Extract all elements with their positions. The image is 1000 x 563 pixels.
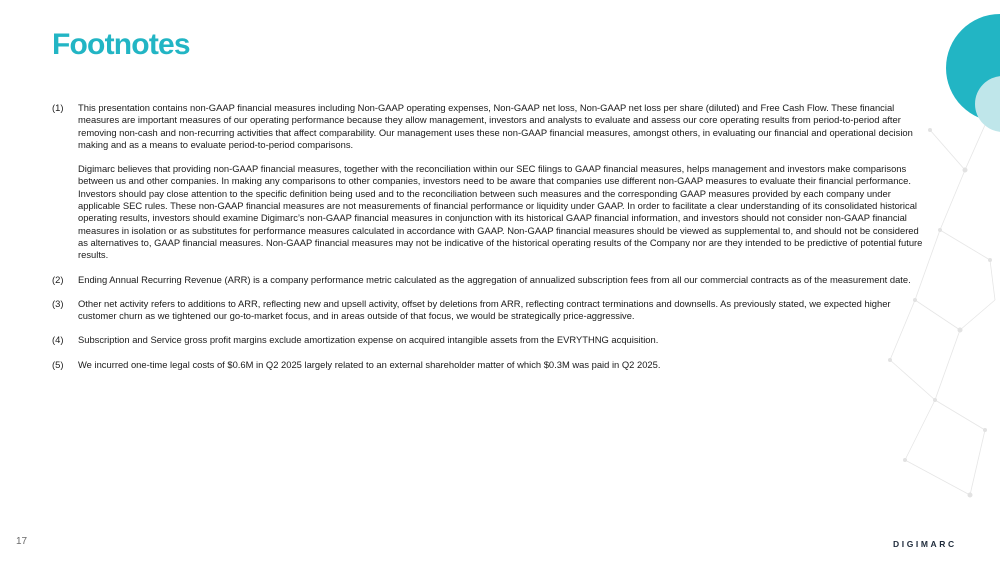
footnote-1 [52, 102, 928, 262]
footnote-marker: (3) [52, 297, 64, 309]
footnote-marker: (5) [52, 358, 64, 370]
digimarc-logo: DIGIMARC [893, 539, 957, 549]
footnote-marker: (1) [52, 102, 64, 113]
footnote-body [78, 298, 928, 323]
footnotes-list [52, 102, 928, 383]
footnote-paragraph: We incurred one-time legal costs of $0.6M in Q2 2025 largely related to an external shareholder matter of which $0.3M was paid in Q2 2025. [78, 358, 661, 370]
footnote-paragraph: This presentation contains non-GAAP financial measures including Non-GAAP operating expenses, Non-GAAP net loss, Non-GAAP net loss per share (diluted) and Free Cash Flow. These financial measures are important measures of our operating performance because they allow management, investors and analysts to evaluate and assess our core operating results from period-to-period after removing non-cash and non-recurring activities that affect comparability. Our management uses these non-GAAP financial measures, amongst others, in evaluating our financial and operational decision making and as a means to evaluate period-to-period comparisons. [78, 102, 913, 150]
page-number: 17 [16, 536, 28, 547]
footnote-marker: (2) [52, 273, 64, 285]
footnote-body [78, 274, 928, 286]
footnote-paragraph: Digimarc believes that providing non-GAAP financial measures, together with the reconciliation within our SEC filings to GAAP financial measures, helps management and investors make comparisons between us and other companies. In making any comparisons to other companies, investors need to be aware that companies use different non-GAAP measures to evaluate their financial performance. Investors should pay close attention to the specific definition being used and to the reconciliation between such measures and the corresponding GAAP measures provided by each company under applicable SEC rules. These non-GAAP financial measures are not measurements of financial performance or liquidity under GAAP. In order to facilitate a clear understanding of its consolidated historical operating results, investors should examine Digimarc’s non-GAAP financial measures in conjunction with its historical GAAP financial information, and investors should not consider non-GAAP financial measures in isolation or as substitutes for performance measures calculated in accordance with GAAP. Non-GAAP financial measures should be viewed as supplemental to, and should not be considered as alternatives to, GAAP financial measures. Non-GAAP financial measures may not be indicative of the historical operating results of the Company nor are they intended to be predictive of potential future results. [78, 163, 923, 261]
footnote-paragraph: Ending Annual Recurring Revenue (ARR) is a company performance metric calculated as the aggregation of annualized subscription fees from all our commercial contracts as of the measurement date. [78, 273, 911, 285]
footnote-4 [52, 334, 928, 346]
page-title: Footnotes [52, 28, 190, 61]
footnote-body [78, 359, 928, 371]
footnote-5 [52, 359, 928, 371]
footnote-marker: (4) [52, 334, 64, 346]
footnote-2 [52, 274, 928, 286]
footnote-paragraph: Other net activity refers to additions to ARR, reflecting new and upsell activity, offset by deletions from ARR, reflecting contract terminations and downsells. As previously stated, we expected higher customer churn as we tightened our go-to-market focus, and in areas outside of that focus, we would be strategically price-aggressive. [78, 297, 891, 322]
footnote-paragraph: Subscription and Service gross profit margins exclude amortization expense on acquired intangible assets from the EVRYTHNG acquisition. [78, 334, 659, 346]
footnote-body [78, 334, 928, 346]
footnote-body [78, 102, 928, 262]
footnote-3 [52, 298, 928, 323]
